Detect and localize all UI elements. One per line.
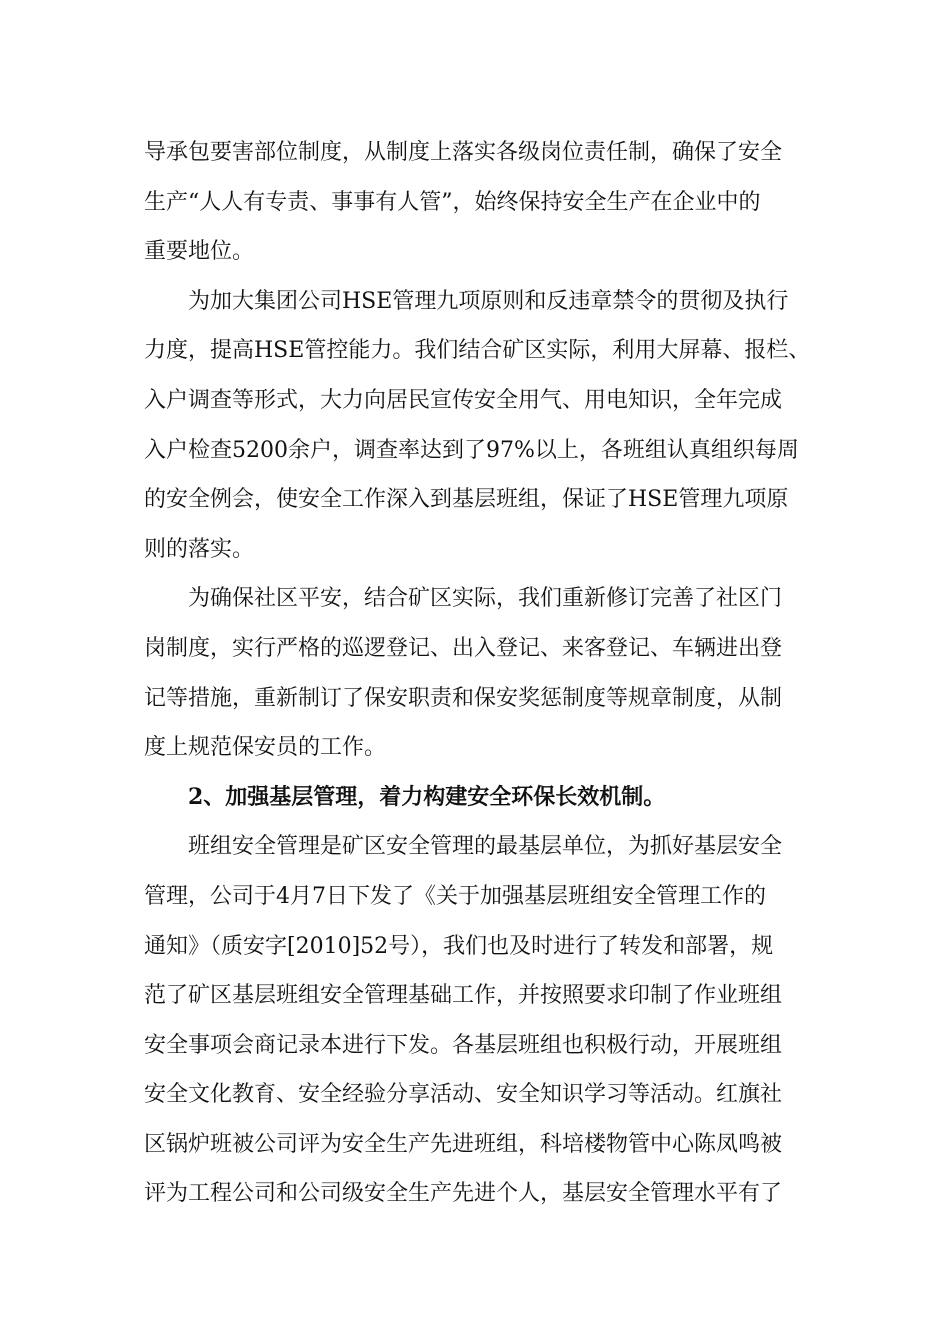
text-line: 生产“人人有专责、事事有人管”，始终保持安全生产在企业中的 <box>144 189 761 215</box>
text-line: 岗制度，实行严格的巡逻登记、出入登记、来客登记、车辆进出登 <box>144 635 783 661</box>
text-line: 导承包要害部位制度，从制度上落实各级岗位责任制，确保了安全 <box>144 140 783 165</box>
text-line: 区锅炉班被公司评为安全生产先进班组，科培楼物管中心陈凤鸣被 <box>144 1131 783 1157</box>
text-line: 管理，公司于4月7日下发了《关于加强基层班组安全管理工作的 <box>144 883 766 909</box>
section-heading: 2、加强基层管理，着力构建安全环保长效机制。 <box>188 783 666 810</box>
text-line: 记等措施，重新制订了保安职责和保安奖惩制度等规章制度，从制 <box>144 685 783 711</box>
document-body <box>144 128 812 1219</box>
text-line: 力度，提高HSE管控能力。我们结合矿区实际，利用大屏幕、报栏、 <box>144 338 811 364</box>
text-line: 安全文化教育、安全经验分享活动、安全知识学习等活动。红旗社 <box>144 1082 783 1108</box>
text-line: 入户调查等形式，大力向居民宣传安全用气、用电知识，全年完成 <box>144 387 783 413</box>
text-line: 的安全例会，使安全工作深入到基层班组，保证了HSE管理九项原 <box>144 487 789 513</box>
text-line: 班组安全管理是矿区安全管理的最基层单位，为抓好基层安全 <box>188 834 783 860</box>
text-line: 安全事项会商记录本进行下发。各基层班组也积极行动，开展班组 <box>144 1032 783 1058</box>
text-line: 范了矿区基层班组安全管理基础工作，并按照要求印制了作业班组 <box>144 983 783 1009</box>
text-line: 为确保社区平安，结合矿区实际，我们重新修订完善了社区门 <box>188 586 783 612</box>
text-line: 重要地位。 <box>144 239 255 265</box>
text-line: 评为工程公司和公司级安全生产先进个人，基层安全管理水平有了 <box>144 1181 783 1207</box>
text-line: 度上规范保安员的工作。 <box>144 735 387 761</box>
text-line: 为加大集团公司HSE管理九项原则和反违章禁令的贯彻及执行 <box>188 288 789 314</box>
text-line: 通知》（质安字[2010]52号），我们也及时进行了转发和部署，规 <box>144 933 774 959</box>
text-line: 入户检查5200余户，调查率达到了97%以上，各班组认真组织每周 <box>144 437 799 463</box>
text-line: 则的落实。 <box>144 536 255 562</box>
